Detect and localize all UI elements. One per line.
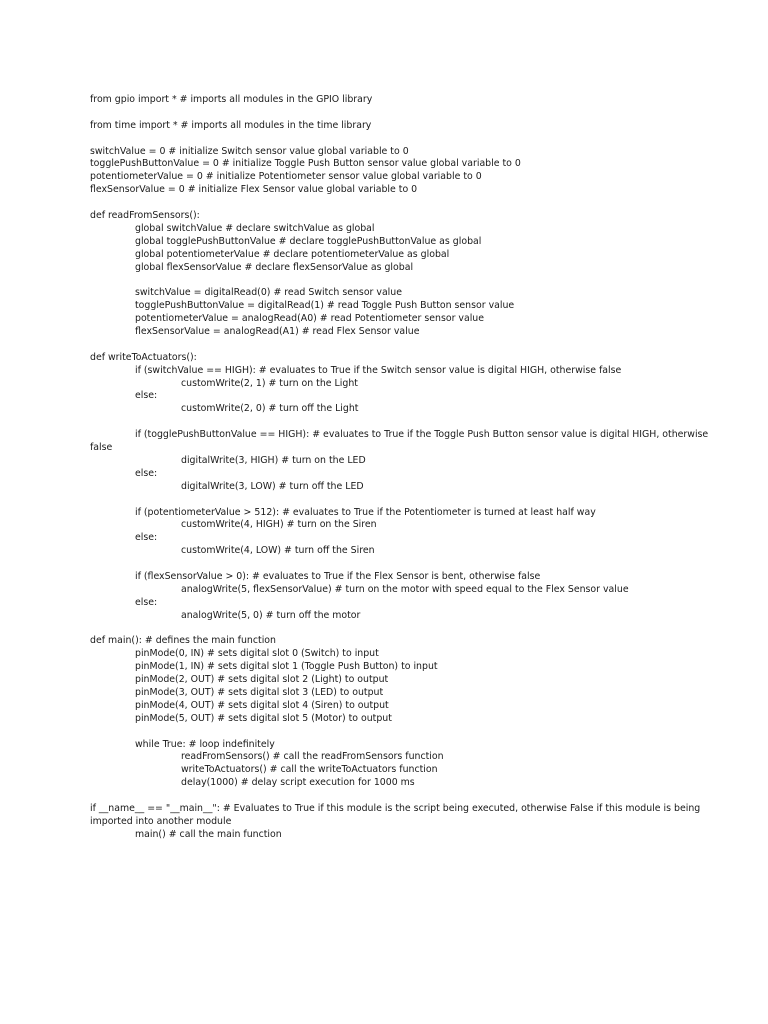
- code-line: pinMode(4, OUT) # sets digital slot 4 (Siren) to output: [135, 699, 389, 711]
- code-line: else:: [135, 532, 158, 544]
- code-line: digitalWrite(3, HIGH) # turn on the LED: [181, 454, 366, 466]
- blank-line: [90, 197, 690, 210]
- code-line: customWrite(4, LOW) # turn off the Siren: [181, 545, 375, 557]
- code-line: pinMode(5, OUT) # sets digital slot 5 (Motor) to output: [135, 712, 392, 724]
- code-line: pinMode(1, IN) # sets digital slot 1 (Toggle Push Button) to input: [135, 661, 438, 673]
- blank-line: [90, 274, 690, 287]
- blank-line: [90, 416, 690, 429]
- code-line: else:: [135, 390, 158, 402]
- code-line: pinMode(0, IN) # sets digital slot 0 (Switch) to input: [135, 648, 379, 660]
- code-line: customWrite(2, 1) # turn on the Light: [181, 377, 358, 389]
- blank-line: [90, 558, 690, 571]
- code-line: if (potentiometerValue > 512): # evaluates to True if the Potentiometer is turned at least half way: [135, 506, 596, 518]
- code-line: while True: # loop indefinitely: [135, 738, 275, 750]
- code-line: def readFromSensors():: [90, 210, 200, 222]
- code-line: imported into another module: [90, 815, 232, 827]
- code-line: pinMode(3, OUT) # sets digital slot 3 (LED) to output: [135, 686, 384, 698]
- code-line: else:: [135, 596, 158, 608]
- code-line: from time import * # imports all modules in the time library: [90, 119, 372, 131]
- code-line: main() # call the main function: [135, 828, 282, 840]
- code-line: delay(1000) # delay script execution for 1000 ms: [181, 777, 415, 789]
- code-line: def writeToActuators():: [90, 351, 197, 363]
- code-line: flexSensorValue = analogRead(A1) # read Flex Sensor value: [135, 326, 420, 338]
- code-line: switchValue = digitalRead(0) # read Switch sensor value: [135, 287, 402, 299]
- code-line: false: [90, 442, 113, 454]
- code-line: def main(): # defines the main function: [90, 635, 276, 647]
- code-line: from gpio import * # imports all modules in the GPIO library: [90, 94, 373, 105]
- code-line: global flexSensorValue # declare flexSensorValue as global: [135, 261, 414, 273]
- code-line: analogWrite(5, 0) # turn off the motor: [181, 609, 361, 621]
- code-line: readFromSensors() # call the readFromSensors function: [181, 751, 444, 763]
- code-line: togglePushButtonValue = digitalRead(1) # read Toggle Push Button sensor value: [135, 300, 515, 312]
- code-line: if (flexSensorValue > 0): # evaluates to True if the Flex Sensor is bent, otherwise false: [135, 570, 541, 582]
- blank-line: [90, 726, 690, 739]
- blank-line: [90, 107, 690, 120]
- code-line: global switchValue # declare switchValue as global: [135, 222, 375, 234]
- code-line: digitalWrite(3, LOW) # turn off the LED: [181, 480, 364, 492]
- code-line: switchValue = 0 # initialize Switch sensor value global variable to 0: [90, 145, 409, 157]
- code-line: global potentiometerValue # declare potentiometerValue as global: [135, 248, 450, 260]
- code-line: if (togglePushButtonValue == HIGH): # evaluates to True if the Toggle Push Button sensor value is digital HIGH, otherwise: [135, 429, 709, 441]
- code-line: else:: [135, 467, 158, 479]
- code-line: pinMode(2, OUT) # sets digital slot 2 (Light) to output: [135, 674, 389, 686]
- code-line: customWrite(4, HIGH) # turn on the Siren: [181, 519, 377, 531]
- code-line: flexSensorValue = 0 # initialize Flex Sensor value global variable to 0: [90, 184, 418, 196]
- code-line: analogWrite(5, flexSensorValue) # turn on the motor with speed equal to the Flex Sensor value: [181, 583, 629, 595]
- code-listing: [90, 94, 709, 842]
- code-line: togglePushButtonValue = 0 # initialize Toggle Push Button sensor value global variable to 0: [90, 158, 521, 170]
- code-line: if __name__ == "__main__": # Evaluates to True if this module is the script being executed, otherwise False if this module is being: [90, 802, 701, 814]
- code-line: potentiometerValue = analogRead(A0) # read Potentiometer sensor value: [135, 313, 485, 325]
- code-line: if (switchValue == HIGH): # evaluates to True if the Switch sensor value is digital HIGH, otherwise false: [135, 364, 622, 376]
- code-line: global togglePushButtonValue # declare togglePushButtonValue as global: [135, 235, 482, 247]
- blank-line: [90, 339, 690, 352]
- code-line: writeToActuators() # call the writeToActuators function: [181, 764, 438, 776]
- code-line: potentiometerValue = 0 # initialize Potentiometer sensor value global variable to 0: [90, 171, 482, 183]
- blank-line: [90, 494, 690, 507]
- blank-line: [90, 623, 690, 636]
- code-line: customWrite(2, 0) # turn off the Light: [181, 403, 359, 415]
- blank-line: [90, 790, 690, 803]
- blank-line: [90, 133, 690, 146]
